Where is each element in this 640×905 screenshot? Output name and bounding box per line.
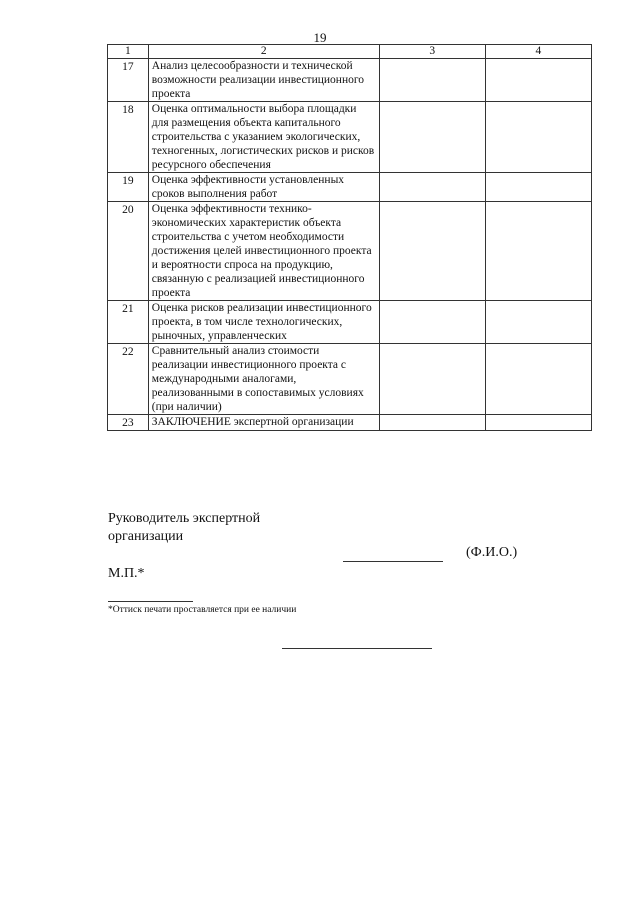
row-number: 21 (108, 301, 149, 344)
table-row (108, 301, 592, 344)
row-cell-4 (485, 59, 591, 102)
row-text: Оценка эффективности технико-экономических характеристик объекта строительства с учетом необходимости достижения целей инвестиционного проекта и вероятности спроса на продукцию, связанную с реализацией инвестиционного проекта (148, 202, 379, 301)
row-cell-4 (485, 415, 591, 431)
row-text: ЗАКЛЮЧЕНИЕ экспертной организации (148, 415, 379, 431)
table-row (108, 102, 592, 173)
row-number: 17 (108, 59, 149, 102)
expert-evaluation-table (107, 44, 592, 431)
table-row (108, 344, 592, 415)
row-text: Оценка рисков реализации инвестиционного проекта, в том числе технологических, рыночных, управленческих (148, 301, 379, 344)
stamp-place-label: М.П.* (108, 566, 145, 581)
column-header-1: 1 (108, 45, 149, 59)
table-row (108, 59, 592, 102)
table-row (108, 415, 592, 431)
column-header-2: 2 (148, 45, 379, 59)
signature-line (343, 561, 443, 562)
row-text: Оценка эффективности установленных сроков выполнения работ (148, 173, 379, 202)
row-cell-4 (485, 173, 591, 202)
column-header-3: 3 (379, 45, 485, 59)
row-cell-3 (379, 202, 485, 301)
table-header-row (108, 45, 592, 59)
row-number: 22 (108, 344, 149, 415)
footnote-separator (108, 601, 193, 602)
footnote-text: *Оттиск печати проставляется при ее наличии (108, 605, 297, 615)
row-cell-3 (379, 344, 485, 415)
fio-label: (Ф.И.О.) (466, 545, 518, 560)
row-cell-3 (379, 173, 485, 202)
row-cell-4 (485, 344, 591, 415)
signature-title-line1: Руководитель экспертной (108, 511, 261, 526)
signature-block (108, 510, 260, 546)
row-text: Анализ целесообразности и технической возможности реализации инвестиционного проекта (148, 59, 379, 102)
row-cell-3 (379, 102, 485, 173)
row-text: Оценка оптимальности выбора площадки для размещения объекта капитального строительства с указанием экологических, техногенных, логистических рисков и рисков ресурсного обеспечения (148, 102, 379, 173)
row-number: 19 (108, 173, 149, 202)
column-header-4: 4 (485, 45, 591, 59)
row-number: 20 (108, 202, 149, 301)
row-cell-4 (485, 202, 591, 301)
row-cell-4 (485, 102, 591, 173)
row-cell-3 (379, 301, 485, 344)
table-row (108, 202, 592, 301)
row-number: 18 (108, 102, 149, 173)
document-end-line (282, 648, 432, 649)
row-cell-3 (379, 415, 485, 431)
table-row (108, 173, 592, 202)
signature-title-line2: организации (108, 529, 184, 544)
page-number: 19 (313, 30, 327, 45)
row-cell-3 (379, 59, 485, 102)
row-number: 23 (108, 415, 149, 431)
row-cell-4 (485, 301, 591, 344)
row-text: Сравнительный анализ стоимости реализации инвестиционного проекта с международными аналогами, реализованными в сопоставимых условиях (при наличии) (148, 344, 379, 415)
